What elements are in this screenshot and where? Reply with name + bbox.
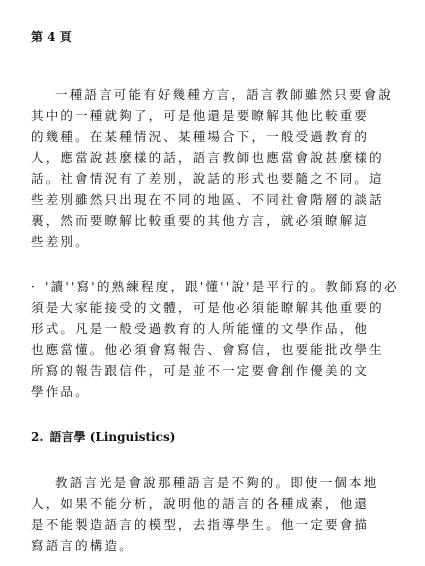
text-line: 些差別。 bbox=[31, 234, 90, 249]
text-line: 教語言光是會說那種語言是不夠的。即使一個本地 bbox=[55, 475, 379, 490]
text-line-content: '讀''寫'的熟練程度，跟'懂''說'是平行的。教師寫的必 bbox=[45, 279, 399, 294]
text-line: 些差別雖然只出現在不同的地區、不同社會階層的談話 bbox=[31, 192, 384, 207]
text-line: 一種語言可能有好幾種方言，語言教師雖然只要會說 bbox=[55, 87, 394, 102]
section-number: 2. bbox=[31, 430, 44, 444]
text-line: 學作品。 bbox=[31, 384, 90, 399]
text-line: 形式。凡是一般受過教育的人所能懂的文學作品，他 bbox=[31, 321, 370, 336]
section-heading-linguistics bbox=[31, 428, 399, 446]
paragraph-reading-writing bbox=[31, 276, 399, 402]
section-title: 語言學 (Linguistics) bbox=[49, 430, 176, 444]
text-line: 人，應當說甚麼樣的話，語言教師也應當會說甚麼樣的 bbox=[31, 150, 384, 165]
paragraph-linguistics bbox=[31, 472, 399, 556]
text-line: 是不能製造語言的模型，去指導學生。他一定要會描 bbox=[31, 517, 370, 532]
text-line bbox=[31, 276, 399, 297]
text-line: 須是大家能接受的文體，可是他必須能瞭解其他重要的 bbox=[31, 300, 384, 315]
text-line: 裏，然而要瞭解比較重要的其他方言，就必須瞭解這 bbox=[31, 213, 370, 228]
bullet-marker: · bbox=[31, 279, 35, 294]
text-line: 寫語言的構造。 bbox=[31, 538, 134, 553]
text-line: 其中的一種就夠了，可是他還是要瞭解其他比較重要 bbox=[31, 108, 370, 123]
paragraph-dialects bbox=[31, 84, 399, 252]
text-line: 所寫的報告跟信件，可是並不一定要會創作優美的文 bbox=[31, 363, 370, 378]
text-line: 話。社會情況有了差別，說話的形式也要隨之不同。這 bbox=[31, 171, 384, 186]
text-line: 的幾種。在某種情況、某種場合下，一般受過教育的 bbox=[31, 129, 370, 144]
text-line: 人，如果不能分析，說明他的語言的各種成素，他還 bbox=[31, 496, 370, 511]
text-line: 也應當懂。他必須會寫報告、會寫信，也要能批改學生 bbox=[31, 342, 384, 357]
page-number-header: 第 4 頁 bbox=[31, 30, 72, 44]
